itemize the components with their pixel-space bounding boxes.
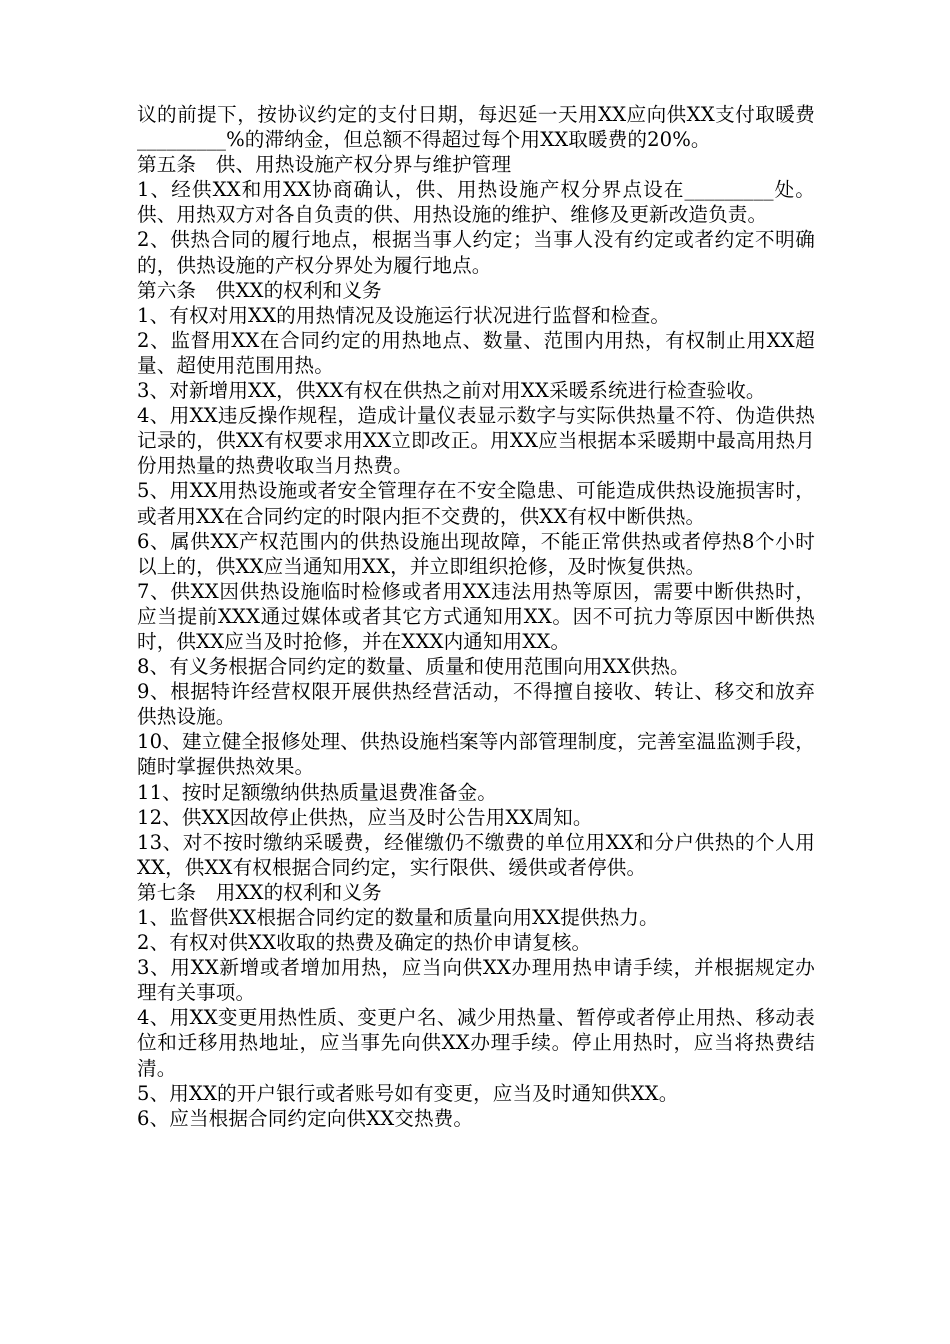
paragraph-7-4: 4、用XX变更用热性质、变更户名、减少用热量、暂停或者停止用热、移动表位和迁移用热地址，应当事先向供XX办理手续。停止用热时，应当将热费结清。 <box>137 1006 815 1080</box>
paragraph-6-7: 7、供XX因供热设施临时检修或者用XX违法用热等原因，需要中断供热时，应当提前XXX通过媒体或者其它方式通知用XX。因不可抗力等原因中断供热时，供XX应当及时抢修，并在XXX内通知用XX。 <box>137 579 815 653</box>
paragraph-6-6: 6、属供XX产权范围内的供热设施出现故障，不能正常供热或者停热8个小时以上的，供XX应当通知用XX，并立即组织抢修，及时恢复供热。 <box>137 529 815 578</box>
paragraph-6-11: 11、按时足额缴纳供热质量退费准备金。 <box>137 780 497 804</box>
paragraph-7-1: 1、监督供XX根据合同约定的数量和质量向用XX提供热力。 <box>137 906 659 929</box>
heading-article-6: 第六条 供XX的权利和义务 <box>137 278 382 302</box>
paragraph-6-8: 8、有义务根据合同约定的数量、质量和使用范围向用XX供热。 <box>137 655 690 679</box>
paragraph-7-3: 3、用XX新增或者增加用热，应当向供XX办理用热申请手续，并根据规定办理有关事项。 <box>137 956 815 1005</box>
paragraph-6-3: 3、对新增用XX，供XX有权在供热之前对用XX采暖系统进行检查验收。 <box>137 379 766 403</box>
paragraph-6-2: 2、监督用XX在合同约定的用热地点、数量、范围内用热，有权制止用XX超量、超使用范围用热。 <box>137 328 815 377</box>
document-body <box>137 102 815 1131</box>
paragraph-6-13: 13、对不按时缴纳采暖费，经催缴仍不缴费的单位用XX和分户供热的个人用XX，供XX有权根据合同约定，实行限供、缓供或者停供。 <box>137 830 815 879</box>
paragraph-7-2: 2、有权对供XX收取的热费及确定的热价申请复核。 <box>137 931 592 955</box>
paragraph-6-5: 5、用XX用热设施或者安全管理存在不安全隐患、可能造成供热设施损害时，或者用XX在合同约定的时限内拒不交费的，供XX有权中断供热。 <box>137 479 815 528</box>
paragraph-7-5: 5、用XX的开户银行或者账号如有变更，应当及时通知供XX。 <box>137 1081 679 1105</box>
paragraph-late-fee: 议的前提下，按协议约定的支付日期，每迟延一天用XX应向供XX支付取暖费_________%的滞纳金，但总额不得超过每个用XX取暖费的20%。 <box>137 103 815 152</box>
heading-article-7: 第七条 用XX的权利和义务 <box>137 880 382 904</box>
paragraph-6-10: 10、建立健全报修处理、供热设施档案等内部管理制度，完善室温监测手段，随时掌握供热效果。 <box>137 730 815 779</box>
paragraph-6-1: 1、有权对用XX的用热情况及设施运行状况进行监督和检查。 <box>137 303 671 327</box>
paragraph-5-2: 2、供热合同的履行地点，根据当事人约定；当事人没有约定或者约定不明确的，供热设施的产权分界处为履行地点。 <box>137 228 815 277</box>
paragraph-6-4: 4、用XX违反操作规程，造成计量仪表显示数字与实际供热量不符、伪造供热记录的，供XX有权要求用XX立即改正。用XX应当根据本采暖期中最高用热月份用热量的热费收取当月热费。 <box>137 404 815 478</box>
paragraph-6-9: 9、根据特许经营权限开展供热经营活动，不得擅自接收、转让、移交和放弃供热设施。 <box>137 680 815 729</box>
heading-article-5: 第五条 供、用热设施产权分界与维护管理 <box>137 153 512 177</box>
paragraph-6-12: 12、供XX因故停止供热，应当及时公告用XX周知。 <box>137 805 593 829</box>
paragraph-7-6: 6、应当根据合同约定向供XX交热费。 <box>137 1106 474 1130</box>
paragraph-5-1: 1、经供XX和用XX协商确认，供、用热设施产权分界点设在_________处。供、用热双方对各自负责的供、用热设施的维护、维修及更新改造负责。 <box>137 178 815 227</box>
